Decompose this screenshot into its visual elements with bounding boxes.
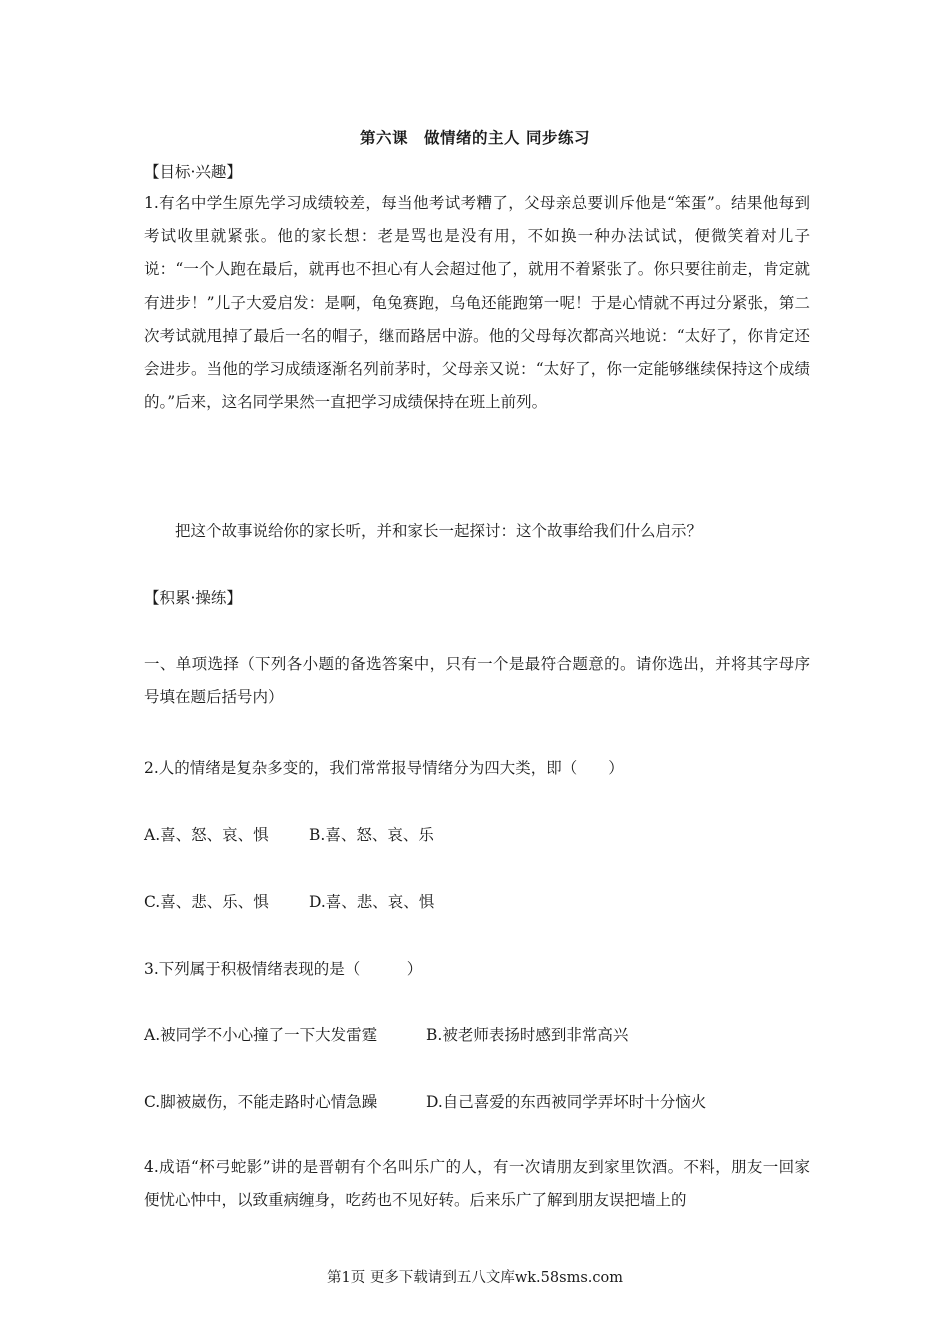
option: B.喜、怒、哀、乐: [309, 826, 434, 844]
question-2-stem: 2.人的情绪是复杂多变的，我们常常报导情绪分为四大类，即（ ）: [144, 759, 624, 777]
page-title: 第六课 做情绪的主人 同步练习: [360, 129, 590, 147]
question-3-options-row-1: [144, 1023, 628, 1047]
option: A.被同学不小心撞了一下大发雷霆: [144, 1026, 378, 1044]
section-heading-interest: 【目标·兴趣】: [144, 163, 242, 181]
section-heading-practice: 【积累·操练】: [144, 589, 242, 607]
question-3-options-row-2: [144, 1090, 706, 1114]
question-3-stem: 3.下列属于积极情绪表现的是（ ）: [144, 960, 423, 978]
option: C.脚被崴伤，不能走路时心情急躁: [144, 1093, 378, 1111]
question-2-options-row-2: [144, 890, 434, 914]
option: B.被老师表扬时感到非常高兴: [426, 1026, 629, 1044]
question-4-text: 4.成语“杯弓蛇影”讲的是晋朝有个名叫乐广的人，有一次请朋友到家里饮酒。不料，朋友一回家便忧心忡中，以致重病缠身，吃药也不见好转。后来乐广了解到朋友误把墙上的: [144, 1158, 810, 1210]
question-2-options-row-1: [144, 823, 434, 847]
question-1-text: 1.有名中学生原先学习成绩较差，每当他考试考糟了，父母亲总要训斥他是“笨蛋”。结果他每到考试收里就紧张。他的家长想：老是骂也是没有用，不如换一种办法试试，便微笑着对儿子说：“一个人跑在最后，就再也不担心有人会超过他了，就用不着紧张了。你只要往前走，肯定就有进步！”儿子大爱启发：是啊，龟兔赛跑，乌龟还能跑第一呢！于是心情就不再过分紧张，第二次考试就甩掉了最后一名的帽子，继而路居中游。他的父母每次都高兴地说：“太好了，你肯定还会进步。当他的学习成绩逐渐名列前茅时，父母亲又说：“太好了，你一定能够继续保持这个成绩的。”后来，这名同学果然一直把学习成绩保持在班上前列。: [144, 194, 810, 412]
option: A.喜、怒、哀、惧: [144, 826, 269, 844]
option: D.喜、悲、哀、惧: [309, 893, 435, 911]
page-footer: 第1页 更多下载请到五八文库wk.58sms.com: [327, 1270, 623, 1286]
single-choice-instruction: 一、单项选择（下列各小题的备选答案中，只有一个是最符合题意的。请你选出，并将其字母序号填在题后括号内）: [144, 655, 810, 707]
option: C.喜、悲、乐、惧: [144, 893, 269, 911]
option: D.自己喜爱的东西被同学弄坏时十分恼火: [426, 1093, 707, 1111]
question-1-prompt: 把这个故事说给你的家长听，并和家长一起探讨：这个故事给我们什么启示？: [175, 522, 703, 540]
